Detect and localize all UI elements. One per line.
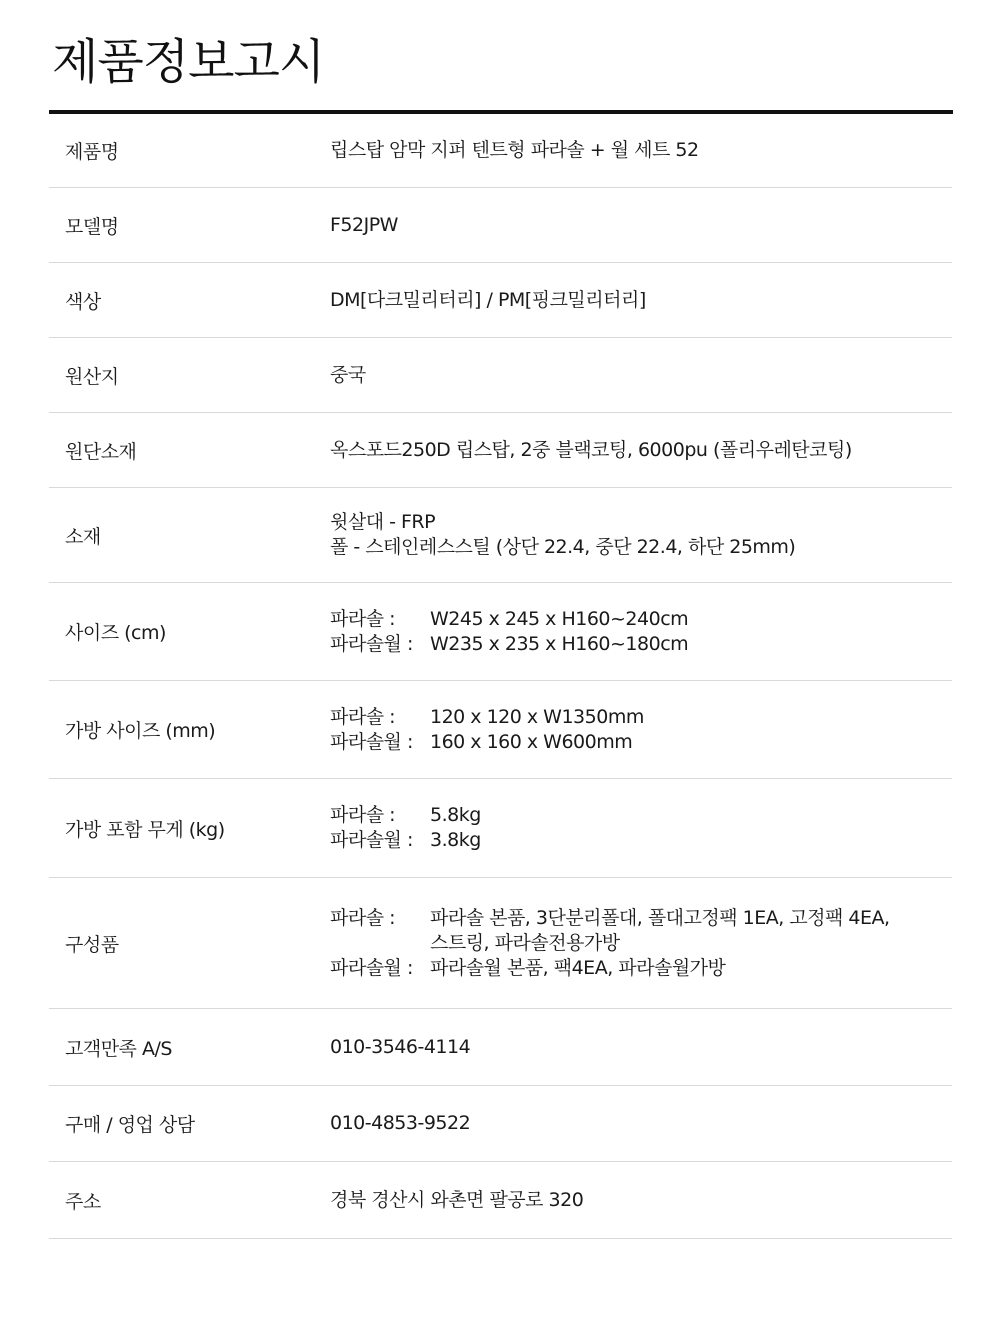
table-row-weight bbox=[49, 779, 952, 878]
row-value bbox=[330, 803, 952, 853]
item-value: W235 x 235 x H160~180cm bbox=[430, 632, 689, 655]
table-row-product-name bbox=[49, 114, 952, 188]
row-label: 색상 bbox=[65, 290, 101, 313]
row-value bbox=[330, 213, 952, 238]
value-line: 010-4853-9522 bbox=[330, 1112, 471, 1134]
item-value: W245 x 245 x H160~240cm bbox=[430, 607, 689, 630]
row-value bbox=[330, 438, 952, 463]
item-value: 160 x 160 x W600mm bbox=[430, 730, 633, 753]
item-key: 파라솔월 : bbox=[330, 632, 413, 655]
item-value: 120 x 120 x W1350mm bbox=[430, 705, 644, 728]
value-item bbox=[330, 828, 952, 853]
row-label: 원산지 bbox=[65, 365, 119, 388]
value-line: 경북 경산시 와촌면 팔공로 320 bbox=[330, 1188, 584, 1211]
row-label: 구성품 bbox=[65, 933, 119, 956]
row-label: 원단소재 bbox=[65, 440, 137, 463]
value-line: 중국 bbox=[330, 363, 366, 386]
table-row-material bbox=[49, 488, 952, 583]
table-row-color bbox=[49, 263, 952, 338]
item-key: 파라솔월 : bbox=[330, 730, 413, 753]
row-label: 제품명 bbox=[65, 141, 119, 163]
row-label: 소재 bbox=[65, 525, 101, 548]
row-value bbox=[330, 705, 952, 755]
row-value bbox=[330, 138, 952, 163]
item-key: 파라솔 : bbox=[330, 705, 396, 728]
item-value: 파라솔월 본품, 팩4EA, 파라솔월가방 bbox=[430, 956, 726, 979]
value-line: 010-3546-4114 bbox=[330, 1035, 471, 1058]
row-label: 고객만족 A/S bbox=[65, 1037, 172, 1060]
table-row-address bbox=[49, 1162, 952, 1239]
item-key: 파라솔월 : bbox=[330, 956, 413, 979]
table-row-size bbox=[49, 583, 952, 681]
value-item bbox=[330, 956, 952, 981]
row-value bbox=[330, 510, 952, 560]
product-info-table bbox=[49, 114, 952, 1239]
value-item bbox=[330, 803, 952, 828]
item-key: 파라솔 : bbox=[330, 607, 396, 630]
value-item bbox=[330, 906, 952, 956]
row-label: 사이즈 (cm) bbox=[65, 622, 166, 644]
table-row-components bbox=[49, 878, 952, 1009]
table-row-origin bbox=[49, 338, 952, 413]
row-label: 모델명 bbox=[65, 215, 119, 238]
value-line: DM[다크밀리터리] / PM[핑크밀리터리] bbox=[330, 288, 646, 311]
table-row-model-name bbox=[49, 188, 952, 263]
value-line: 옥스포드250D 립스탑, 2중 블랙코팅, 6000pu (폴리우레탄코팅) bbox=[330, 438, 852, 461]
item-key: 파라솔 : bbox=[330, 804, 396, 826]
value-item bbox=[330, 607, 952, 632]
value-item bbox=[330, 730, 952, 755]
value-line: 윗살대 - FRP bbox=[330, 511, 436, 533]
value-line: 폴 - 스테인레스스틸 (상단 22.4, 중단 22.4, 하단 25mm) bbox=[330, 536, 796, 558]
table-row-fabric bbox=[49, 413, 952, 488]
page-title: 제품정보고시 bbox=[52, 34, 325, 90]
item-key: 파라솔 : bbox=[330, 906, 396, 929]
row-value bbox=[330, 363, 952, 388]
row-value bbox=[330, 1035, 952, 1060]
row-label: 가방 사이즈 (mm) bbox=[65, 720, 216, 742]
row-value bbox=[330, 607, 952, 657]
value-line: F52JPW bbox=[330, 213, 398, 236]
table-row-sales-inquiry bbox=[49, 1086, 952, 1162]
row-label: 구매 / 영업 상담 bbox=[65, 1114, 195, 1136]
row-value bbox=[330, 1188, 952, 1213]
row-value bbox=[330, 906, 952, 981]
value-line: 립스탑 암막 지퍼 텐트형 파라솔 + 월 세트 52 bbox=[330, 139, 699, 161]
row-value bbox=[330, 288, 952, 313]
item-value: 파라솔 본품, 3단분리폴대, 폴대고정팩 1EA, 고정팩 4EA, bbox=[430, 906, 890, 929]
row-label: 주소 bbox=[65, 1190, 101, 1213]
value-item bbox=[330, 705, 952, 730]
value-item bbox=[330, 632, 952, 657]
row-value bbox=[330, 1111, 952, 1136]
table-row-customer-service bbox=[49, 1009, 952, 1086]
item-key: 파라솔월 : bbox=[330, 829, 413, 851]
table-row-bag-size bbox=[49, 681, 952, 779]
row-label: 가방 포함 무게 (kg) bbox=[65, 818, 225, 841]
item-value: 스트링, 파라솔전용가방 bbox=[430, 931, 620, 954]
item-value: 5.8kg bbox=[430, 804, 481, 826]
item-value: 3.8kg bbox=[430, 829, 481, 851]
